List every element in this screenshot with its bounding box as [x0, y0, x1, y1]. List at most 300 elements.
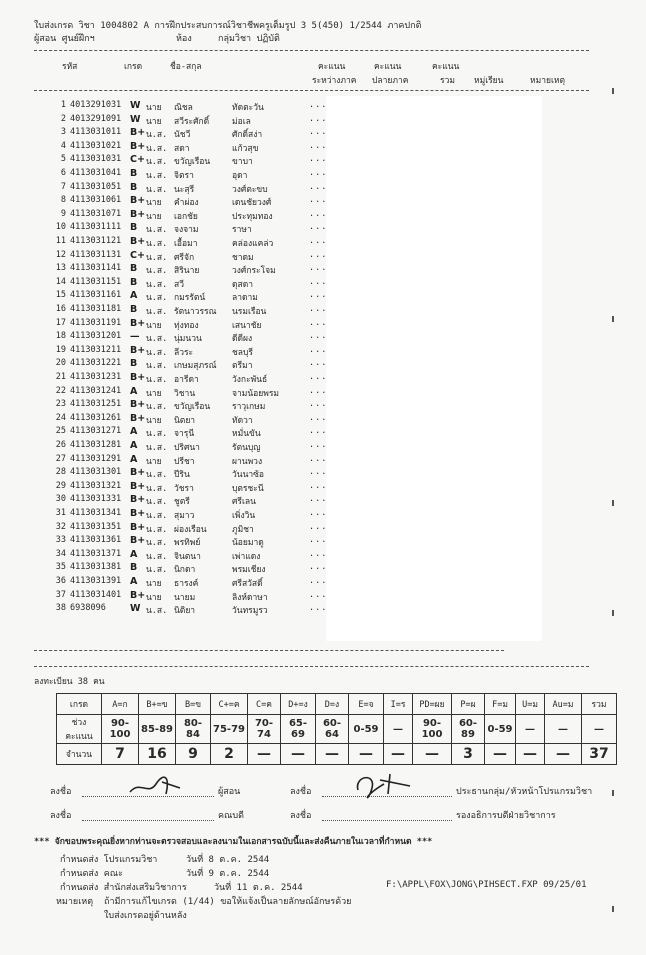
table-row — [52, 494, 328, 508]
row-last-name: ดุสดา — [232, 279, 254, 290]
row-first-name: จิตรา — [174, 171, 194, 181]
row-student-id: 4113031131 — [70, 249, 122, 260]
table-row — [52, 453, 328, 468]
row-student-id: 4113031341 — [70, 508, 122, 518]
grade-table-grade: Au=ม — [545, 694, 582, 715]
row-title: นาย — [146, 579, 162, 589]
grade-summary-table — [56, 693, 617, 765]
row-seq: 37 — [55, 589, 66, 600]
grade-table-grade: D+=ง — [281, 694, 316, 715]
grade-table-range: 90-100 — [102, 715, 139, 744]
table-row — [52, 140, 328, 155]
row-dots: ... — [309, 535, 328, 546]
row-grade: C+ — [130, 249, 145, 261]
row-last-name: คล่องแคล่ว — [232, 239, 274, 249]
row-dots: ... — [309, 521, 328, 532]
row-seq: 24 — [55, 412, 66, 423]
row-dots: ... — [309, 589, 328, 600]
row-first-name: ขวัญเรือน — [174, 402, 211, 413]
row-student-id: 4113031211 — [70, 344, 122, 355]
row-student-id: 4113031201 — [70, 331, 122, 342]
grade-table-grade: E=จ — [349, 694, 384, 715]
row-seq: 14 — [55, 276, 66, 287]
grade-table-count: — — [516, 744, 545, 765]
row-student-id: 4113031231 — [70, 372, 122, 382]
col-name: ชื่อ-สกุล — [170, 62, 202, 72]
row-dots: ... — [309, 508, 328, 518]
col-score3: คะแนน — [432, 62, 460, 72]
row-last-name: ม่อเล — [232, 116, 251, 127]
row-student-id: 4113031141 — [70, 263, 122, 274]
row-dots: ... — [309, 440, 328, 450]
row-grade: B+ — [130, 195, 146, 207]
table-row — [52, 467, 328, 481]
table-row — [52, 331, 328, 345]
deadline-3-label: กำหนดส่ง สำนักส่งเสริมวิชาการ — [60, 883, 187, 893]
table-row — [52, 358, 328, 372]
row-seq: 23 — [55, 399, 66, 410]
grade-table-count: — — [413, 744, 452, 765]
row-grade: B+ — [130, 508, 146, 519]
row-grade: A — [130, 440, 138, 451]
row-first-name: ปีริน — [174, 470, 190, 481]
row-grade: B+ — [130, 140, 146, 152]
grade-table-range: 60-64 — [316, 715, 349, 744]
grade-table-range: 0-59 — [485, 715, 516, 744]
row-grade: A — [130, 576, 138, 587]
row-seq: 29 — [55, 480, 66, 491]
row-dots: ... — [309, 100, 328, 110]
row-first-name: ชูตรี — [174, 497, 190, 508]
row-last-name: ทัดตะวัน — [232, 103, 264, 113]
row-title: น.ส. — [146, 429, 168, 440]
sign-1: ลงชื่อ — [50, 787, 72, 797]
row-first-name: อารีดา — [174, 375, 199, 385]
remark-label: หมายเหตุ — [56, 897, 94, 907]
grade-table-range: 75-79 — [211, 715, 248, 744]
table-row — [52, 113, 328, 128]
row-dots: ... — [309, 140, 328, 151]
row-title: นาย — [146, 198, 162, 209]
grade-table-grade: C+=ค — [211, 694, 248, 715]
row-title: น.ส. — [146, 293, 168, 304]
row-first-name: วิชาน — [174, 388, 196, 399]
list-end-rule-2 — [34, 666, 589, 667]
sign-1-role: ผู้สอน — [218, 787, 241, 797]
row-grade: B+ — [130, 535, 146, 547]
row-grade: B+ — [130, 236, 146, 247]
row-dots: ... — [309, 331, 328, 342]
row-title: นาย — [146, 415, 162, 426]
row-dots: ... — [309, 113, 328, 124]
deadline-1-label: กำหนดส่ง โปรแกรมวิชา — [60, 855, 158, 865]
row-title: น.ส. — [146, 184, 168, 195]
row-seq: 4 — [60, 140, 66, 151]
table-row — [52, 208, 328, 223]
row-last-name: จามน้อยพรม — [232, 388, 280, 399]
row-student-id: 4113031041 — [70, 168, 122, 178]
row-grade: B+ — [130, 467, 146, 479]
row-dots: ... — [309, 344, 328, 355]
grade-table-range: 0-59 — [349, 715, 384, 744]
row-seq: 33 — [55, 535, 66, 546]
row-grade: B+ — [130, 494, 146, 506]
row-student-id: 4113031221 — [70, 358, 122, 369]
row-dots: ... — [309, 154, 328, 165]
margin-mark — [612, 790, 614, 796]
header-group: กลุ่มวิชา ปฏิบัติ — [218, 34, 280, 44]
row-seq: 25 — [55, 426, 66, 437]
row-grade: B — [130, 276, 138, 288]
grade-table-count: 2 — [211, 744, 248, 765]
row-dots: ... — [309, 603, 328, 614]
row-title: น.ส. — [146, 375, 168, 385]
row-first-name: จารุนี — [174, 429, 195, 440]
row-title: น.ส. — [146, 511, 168, 521]
row-title: นาย — [146, 103, 162, 113]
row-dots: ... — [309, 181, 328, 192]
row-student-id: 4113031371 — [70, 548, 122, 559]
table-row — [52, 399, 328, 413]
grade-table-count: 7 — [102, 744, 139, 765]
row-grade: A — [130, 453, 138, 465]
table-row — [52, 181, 328, 196]
table-row — [52, 412, 328, 427]
row-grade: C+ — [130, 154, 145, 166]
row-student-id: 4113031361 — [70, 535, 122, 546]
table-row — [52, 372, 328, 386]
row-student-id: 4113031281 — [70, 440, 122, 450]
deadline-2-date: วันที่ 9 ต.ค. 2544 — [186, 869, 270, 879]
row-dots: ... — [309, 467, 328, 478]
row-title: น.ส. — [146, 307, 168, 317]
grade-table-count: 16 — [139, 744, 176, 765]
col-mid: ระหว่างภาค — [312, 76, 357, 86]
row-student-id: 4113031241 — [70, 385, 122, 396]
row-first-name: ธารงค์ — [174, 579, 199, 589]
grade-table-range: 65-69 — [281, 715, 316, 744]
row-last-name: นรมเรือน — [232, 307, 267, 317]
row-seq: 38 — [55, 603, 66, 614]
grade-table-range: 70-74 — [248, 715, 281, 744]
row-seq: 20 — [55, 358, 66, 369]
row-grade: A — [130, 426, 138, 438]
col-score1: คะแนน — [318, 62, 346, 72]
row-first-name: ลีวระ — [174, 347, 194, 358]
row-last-name: ราวุเกษม — [232, 402, 266, 413]
row-first-name: ปริศนา — [174, 443, 200, 453]
grade-table-range: — — [582, 715, 617, 744]
row-dots: ... — [309, 562, 328, 573]
table-row — [52, 154, 328, 168]
enrolled-count: ลงทะเบียน 38 คน — [34, 677, 105, 687]
grade-table-count: 37 — [582, 744, 617, 765]
row-seq: 16 — [55, 304, 66, 314]
grade-table-grade: B=ข — [176, 694, 211, 715]
sign-3-line — [82, 820, 214, 821]
row-last-name: ผานพวง — [232, 456, 263, 467]
list-end-rule — [34, 650, 504, 651]
table-row — [52, 263, 328, 277]
row-first-name: สวี — [174, 279, 184, 290]
row-title: นาย — [146, 211, 162, 222]
row-title: น.ส. — [146, 143, 168, 154]
row-first-name: นายม — [174, 592, 196, 603]
row-last-name: ประทุมทอง — [232, 211, 273, 222]
row-student-id: 4113031331 — [70, 494, 122, 505]
sign-2: ลงชื่อ — [290, 787, 312, 797]
row-seq: 11 — [55, 236, 66, 246]
grade-table-grade: I=ร — [384, 694, 413, 715]
row-first-name: สดา — [174, 143, 190, 154]
row-grade: B — [130, 263, 138, 275]
table-row — [52, 535, 328, 549]
row-grade: B+ — [130, 317, 146, 329]
row-first-name: กมรรัตน์ — [174, 293, 206, 304]
row-last-name: ลิงห์ดาษา — [232, 592, 268, 603]
grade-table-count: — — [384, 744, 413, 765]
row-seq: 17 — [55, 317, 66, 328]
row-dots: ... — [309, 208, 328, 219]
grade-table-range: 85-89 — [139, 715, 176, 744]
row-seq: 3 — [60, 127, 66, 138]
row-first-name: เอกชัย — [174, 211, 198, 222]
grade-table-count: — — [316, 744, 349, 765]
table-row — [52, 548, 328, 563]
row-last-name: ภูมิชา — [232, 524, 254, 535]
row-last-name: วันทรมูรว — [232, 606, 268, 617]
col-score2: คะแนน — [374, 62, 402, 72]
notice: *** จักขอบพระคุณยิ่งหากท่านจะตรวจสอบและลงนามในเอกสารฉบับนี้และส่งคืนภายในเวลาที่กำหนด *** — [34, 837, 433, 847]
table-row — [52, 290, 328, 304]
row-first-name: นิตยา — [174, 415, 196, 426]
row-grade: A — [130, 290, 138, 302]
row-first-name: ปรีชา — [174, 456, 195, 467]
row-dots: ... — [309, 426, 328, 437]
row-seq: 21 — [55, 372, 66, 382]
margin-mark — [612, 610, 614, 616]
row-last-name: วงศ์กระโจม — [232, 266, 276, 277]
row-seq: 2 — [60, 113, 66, 124]
table-row — [52, 521, 328, 536]
sign-4-line — [322, 820, 452, 821]
row-student-id: 4113031061 — [70, 195, 122, 206]
row-last-name: ทัดวา — [232, 415, 253, 426]
row-first-name: ทุ่งทอง — [174, 320, 199, 331]
header-course-line: ใบส่งเกรด วิชา 1004802 A การฝึกประสบการณ์วิชาชีพครูเต็มรูป 3 5(450) 1/2544 ภาคปกติ — [34, 21, 422, 31]
row-last-name: เสนาชัย — [232, 320, 262, 331]
grade-table-range-label: ช่วงคะแนน — [57, 715, 102, 744]
row-student-id: 4113031271 — [70, 426, 122, 437]
row-title: น.ส. — [146, 347, 168, 358]
row-first-name: สิรินาย — [174, 266, 200, 277]
grade-table-grade: U=ม — [516, 694, 545, 715]
row-dots: ... — [309, 195, 328, 206]
table-row — [52, 236, 328, 250]
row-last-name: หมั่นขัน — [232, 429, 261, 440]
row-student-id: 4113031071 — [70, 208, 122, 219]
row-dots: ... — [309, 304, 328, 314]
row-dots: ... — [309, 399, 328, 410]
row-dots: ... — [309, 372, 328, 382]
row-grade: A — [130, 548, 138, 560]
row-first-name: นุ่มนวน — [174, 334, 202, 345]
row-last-name: ศรีสวัสดิ์ — [232, 579, 263, 589]
row-title: นาย — [146, 592, 162, 603]
row-grade: — — [130, 331, 140, 343]
row-last-name: ศรีเลน — [232, 497, 256, 508]
table-row — [52, 576, 328, 590]
row-student-id: 4113031251 — [70, 399, 122, 410]
row-last-name: ชลบุรี — [232, 347, 253, 358]
row-first-name: ขวัญเรือน — [174, 157, 211, 168]
col-final: ปลายภาค — [372, 76, 409, 86]
row-title: น.ส. — [146, 470, 168, 481]
grade-table-count-label: จำนวน — [57, 744, 102, 765]
row-seq: 26 — [55, 440, 66, 450]
row-last-name: ชาดม — [232, 252, 254, 263]
grade-table-head-label: เกรด — [57, 694, 102, 715]
row-first-name: จินตนา — [174, 551, 201, 562]
row-title: น.ส. — [146, 225, 168, 236]
row-first-name: จงจาม — [174, 225, 199, 236]
row-first-name: นะสุรี — [174, 184, 195, 195]
grade-table-range: — — [545, 715, 582, 744]
row-dots: ... — [309, 480, 328, 491]
row-last-name: วงศ์ตะขบ — [232, 184, 268, 195]
row-grade: B+ — [130, 480, 146, 492]
row-title: น.ส. — [146, 565, 168, 576]
row-grade: B+ — [130, 589, 146, 601]
grade-table-grade: D=ง — [316, 694, 349, 715]
row-seq: 35 — [55, 562, 66, 573]
row-grade: B — [130, 562, 138, 574]
margin-mark — [612, 906, 614, 912]
row-last-name: อุดา — [232, 171, 248, 181]
row-student-id: 4113031401 — [70, 589, 122, 600]
grade-table-range: — — [384, 715, 413, 744]
grade-table-grade: P=ผ — [452, 694, 485, 715]
row-title: น.ส. — [146, 402, 168, 413]
row-seq: 5 — [60, 154, 66, 165]
row-grade: W — [130, 100, 141, 111]
sign-3: ลงชื่อ — [50, 811, 72, 821]
row-grade: B — [130, 181, 138, 193]
table-row — [52, 589, 328, 604]
row-dots: ... — [309, 576, 328, 586]
signature-2-scribble — [350, 768, 420, 800]
header-room: ห้อง — [176, 34, 192, 44]
row-last-name: แก้วสุข — [232, 143, 259, 154]
row-dots: ... — [309, 263, 328, 274]
table-row — [52, 344, 328, 359]
table-row — [52, 276, 328, 291]
row-first-name: รัตนาวรรณ — [174, 307, 217, 317]
row-title: น.ส. — [146, 279, 168, 290]
table-row — [52, 195, 328, 209]
row-seq: 8 — [60, 195, 66, 206]
row-title: น.ส. — [146, 497, 168, 508]
col-section: หมู่เรียน — [474, 76, 504, 86]
row-first-name: พรทิพย์ — [174, 538, 201, 549]
row-student-id: 4113031111 — [70, 222, 122, 233]
row-last-name: เพิ่งวิน — [232, 511, 256, 521]
row-seq: 13 — [55, 263, 66, 274]
grade-table-count: 3 — [452, 744, 485, 765]
row-student-id: 4113031181 — [70, 304, 122, 314]
row-last-name: วังกะพันธ์ — [232, 375, 268, 385]
row-title: น.ส. — [146, 551, 168, 562]
deadline-3-date: วันที่ 11 ต.ค. 2544 — [214, 883, 303, 893]
row-seq: 22 — [55, 385, 66, 396]
margin-mark — [612, 88, 614, 94]
row-last-name: บุตรชะนี — [232, 483, 264, 494]
row-grade: B+ — [130, 372, 146, 383]
row-student-id: 4113031011 — [70, 127, 122, 138]
row-grade: B+ — [130, 412, 146, 424]
row-last-name: น้อยมาดู — [232, 538, 264, 549]
table-row — [52, 562, 328, 576]
row-first-name: ณิชล — [174, 103, 193, 113]
row-title: นาย — [146, 456, 162, 467]
grade-table-range: 80-84 — [176, 715, 211, 744]
table-row — [52, 480, 328, 495]
row-student-id: 4113031261 — [70, 412, 122, 423]
row-first-name: ผ่องเรือน — [174, 524, 207, 535]
row-seq: 31 — [55, 508, 66, 518]
row-first-name: สวีระศักดิ์ — [174, 116, 210, 127]
row-title: น.ส. — [146, 239, 168, 249]
grade-table-count: — — [349, 744, 384, 765]
column-header-rule — [34, 90, 589, 91]
row-last-name: ราษา — [232, 225, 252, 236]
row-last-name: ศักดิ์สง่า — [232, 130, 263, 141]
grade-table-count: — — [545, 744, 582, 765]
sign-2-role: ประธานกลุ่ม/หัวหน้าโปรแกรมวิชา — [456, 787, 593, 797]
deadline-1-date: วันที่ 8 ต.ค. 2544 — [186, 855, 270, 865]
row-last-name: พรมเชียง — [232, 565, 266, 576]
table-row — [52, 100, 328, 114]
row-first-name: เอื้อมา — [174, 239, 198, 249]
col-remark: หมายเหตุ — [530, 76, 565, 86]
table-row — [52, 249, 328, 264]
row-title: น.ส. — [146, 266, 168, 277]
table-row — [52, 304, 328, 318]
row-dots: ... — [309, 385, 328, 396]
row-grade: B+ — [130, 127, 146, 139]
col-total: รวม — [440, 76, 455, 86]
header-instructor: ผู้สอน ศูนย์ฝึกฯ — [34, 34, 95, 44]
row-seq: 9 — [60, 208, 66, 219]
grade-table-range: — — [516, 715, 545, 744]
score-area — [326, 96, 542, 641]
header-rule — [34, 50, 589, 51]
row-student-id: 4013291091 — [70, 113, 122, 124]
row-title: น.ส. — [146, 334, 168, 345]
row-last-name: เดนชัยวงศ์ — [232, 198, 272, 209]
row-dots: ... — [309, 453, 328, 464]
row-seq: 15 — [55, 290, 66, 301]
row-dots: ... — [309, 249, 328, 260]
row-grade: B — [130, 168, 138, 179]
row-first-name: นิกดา — [174, 565, 196, 576]
row-title: น.ส. — [146, 483, 168, 494]
remark-2: ใบส่งเกรดอยู่ด้านหลัง — [104, 911, 187, 921]
row-grade: B+ — [130, 344, 146, 356]
row-student-id: 4113031321 — [70, 480, 122, 491]
row-dots: ... — [309, 168, 328, 178]
table-row — [52, 317, 328, 332]
